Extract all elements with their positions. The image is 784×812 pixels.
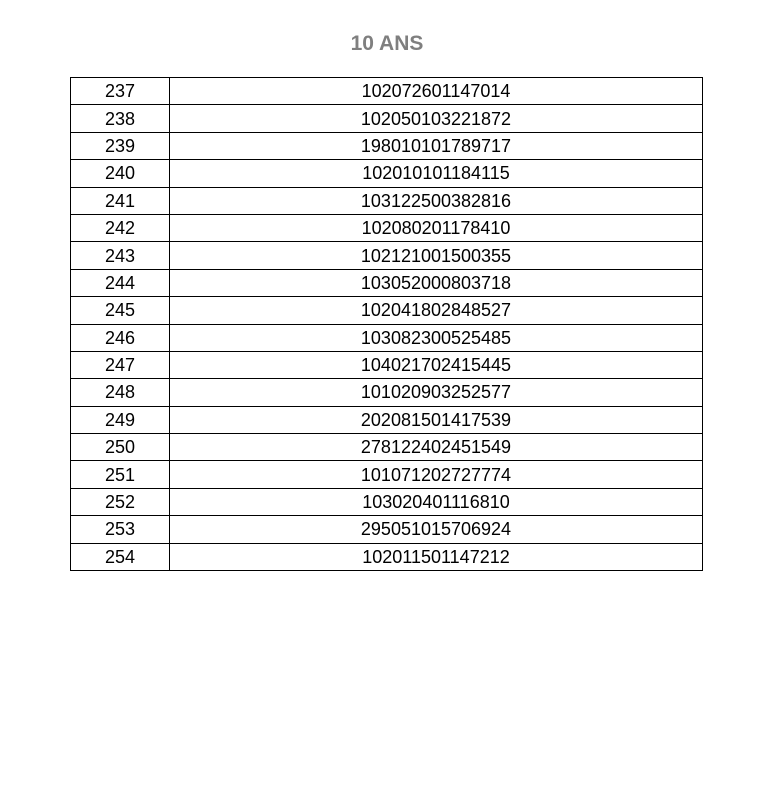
table-row [71,78,703,105]
table-row [71,160,703,187]
results-table [70,77,703,571]
id-number-cell: 103020401116810 [170,488,703,515]
row-number-cell: 250 [71,434,170,461]
id-number-cell: 102080201178410 [170,214,703,241]
row-number-cell: 243 [71,242,170,269]
table-row [71,297,703,324]
table-row [71,351,703,378]
id-number-cell: 104021702415445 [170,351,703,378]
row-number-cell: 254 [71,543,170,570]
row-number-cell: 241 [71,187,170,214]
table-row [71,488,703,515]
table-row [71,379,703,406]
row-number-cell: 249 [71,406,170,433]
row-number-cell: 247 [71,351,170,378]
table-row [71,406,703,433]
table-row [71,242,703,269]
id-number-cell: 198010101789717 [170,132,703,159]
id-number-cell: 102121001500355 [170,242,703,269]
table-row [71,105,703,132]
table-row [71,461,703,488]
id-number-cell: 103052000803718 [170,269,703,296]
row-number-cell: 244 [71,269,170,296]
table-row [71,187,703,214]
row-number-cell: 237 [71,78,170,105]
id-number-cell: 103082300525485 [170,324,703,351]
table-row [71,324,703,351]
table-row [71,434,703,461]
table-row [71,132,703,159]
row-number-cell: 252 [71,488,170,515]
id-number-cell: 102041802848527 [170,297,703,324]
table-row [71,543,703,570]
id-number-cell: 101020903252577 [170,379,703,406]
row-number-cell: 245 [71,297,170,324]
row-number-cell: 238 [71,105,170,132]
id-number-cell: 102050103221872 [170,105,703,132]
id-number-cell: 103122500382816 [170,187,703,214]
table-row [71,516,703,543]
id-number-cell: 102011501147212 [170,543,703,570]
row-number-cell: 253 [71,516,170,543]
table-row [71,269,703,296]
id-number-cell: 202081501417539 [170,406,703,433]
row-number-cell: 239 [71,132,170,159]
row-number-cell: 240 [71,160,170,187]
row-number-cell: 251 [71,461,170,488]
table-row [71,214,703,241]
id-number-cell: 101071202727774 [170,461,703,488]
id-number-cell: 278122402451549 [170,434,703,461]
id-number-cell: 102072601147014 [170,78,703,105]
id-number-cell: 102010101184115 [170,160,703,187]
row-number-cell: 248 [71,379,170,406]
page-title: 10 ANS [350,32,424,55]
id-number-cell: 295051015706924 [170,516,703,543]
row-number-cell: 242 [71,214,170,241]
results-table-body [71,78,703,571]
row-number-cell: 246 [71,324,170,351]
